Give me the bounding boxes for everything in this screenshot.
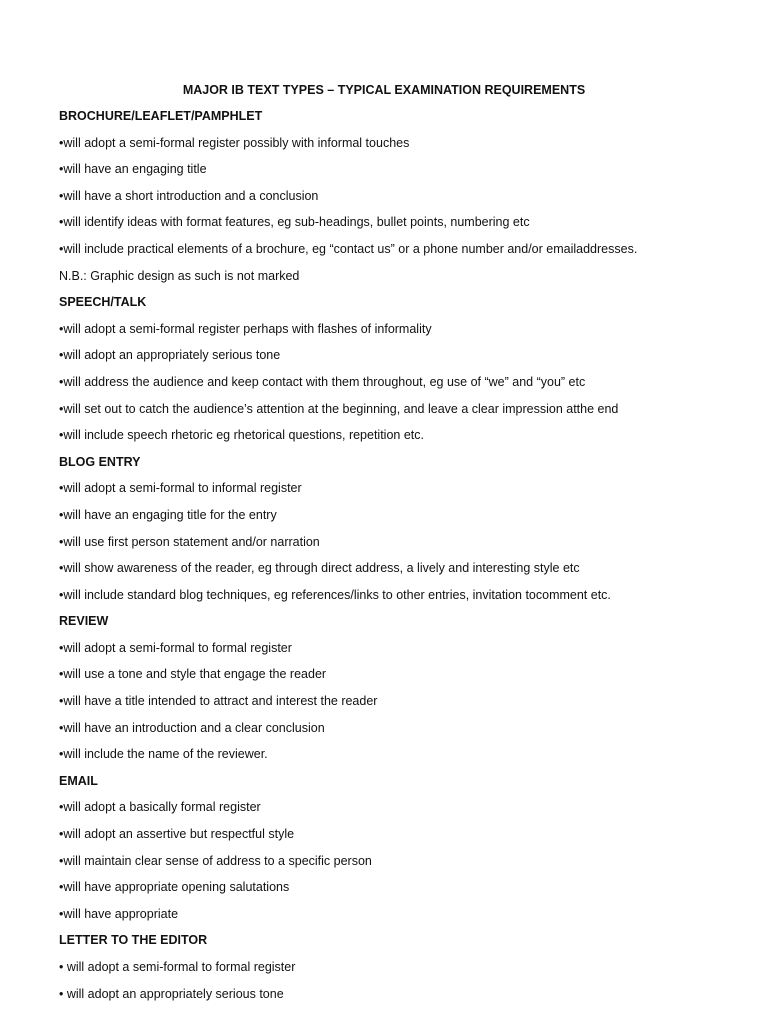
bullet-item: •will have a short introduction and a conclusion: [59, 188, 319, 203]
section-heading: LETTER TO THE EDITOR: [59, 933, 208, 948]
bullet-item: •will maintain clear sense of address to a specific person: [59, 853, 372, 868]
bullet-item: •will have an engaging title: [59, 162, 207, 177]
bullet-item: •will have an introduction and a clear conclusion: [59, 720, 325, 735]
section-heading: BROCHURE/LEAFLET/PAMPHLET: [59, 109, 263, 123]
document-body: [59, 108, 749, 1012]
bullet-item: •will identify ideas with format features, eg sub-headings, bullet points, numbering etc: [59, 215, 530, 230]
bullet-item: •will have a title intended to attract and interest the reader: [59, 694, 378, 709]
bullet-item: •will set out to catch the audience’s attention at the beginning, and leave a clear impression atthe end: [59, 401, 619, 416]
section-heading: EMAIL: [59, 773, 98, 788]
note-text: N.B.: Graphic design as such is not marked: [59, 268, 300, 283]
bullet-item: •will have appropriate opening salutations: [59, 880, 290, 895]
section-heading: SPEECH/TALK: [59, 295, 147, 310]
bullet-item: •will use first person statement and/or narration: [59, 534, 320, 549]
section-heading: BLOG ENTRY: [59, 454, 141, 469]
bullet-item: •will have appropriate: [59, 906, 179, 921]
bullet-item: •will have an engaging title for the entry: [59, 507, 277, 522]
bullet-item: •will adopt a semi-formal to informal register: [59, 481, 302, 496]
bullet-item: •will adopt a semi-formal to formal register: [59, 640, 292, 655]
bullet-item: • will adopt an appropriately serious tone: [59, 986, 284, 1001]
bullet-item: •will address the audience and keep contact with them throughout, eg use of “we” and “you” etc: [59, 374, 586, 389]
bullet-item: • will adopt a semi-formal to formal register: [59, 960, 296, 974]
section-heading: REVIEW: [59, 614, 109, 629]
bullet-item: •will adopt a basically formal register: [59, 800, 261, 815]
bullet-item: •will adopt an appropriately serious tone: [59, 348, 281, 363]
bullet-item: •will include the name of the reviewer.: [59, 747, 268, 762]
bullet-item: •will adopt a semi-formal register perhaps with flashes of informality: [59, 321, 432, 336]
bullet-item: •will include standard blog techniques, eg references/links to other entries, invitation tocomment etc.: [59, 587, 611, 602]
bullet-item: •will adopt an assertive but respectful style: [59, 827, 295, 842]
bullet-item: •will include speech rhetoric eg rhetorical questions, repetition etc.: [59, 428, 424, 443]
document-title: MAJOR IB TEXT TYPES – TYPICAL EXAMINATION REQUIREMENTS: [182, 83, 586, 97]
bullet-item: •will show awareness of the reader, eg through direct address, a lively and interesting style etc: [59, 561, 580, 576]
bullet-item: •will use a tone and style that engage the reader: [59, 667, 327, 682]
bullet-item: •will include practical elements of a brochure, eg “contact us” or a phone number and/or emailaddresses.: [59, 241, 638, 256]
bullet-item: •will adopt a semi-formal register possibly with informal touches: [59, 135, 410, 150]
